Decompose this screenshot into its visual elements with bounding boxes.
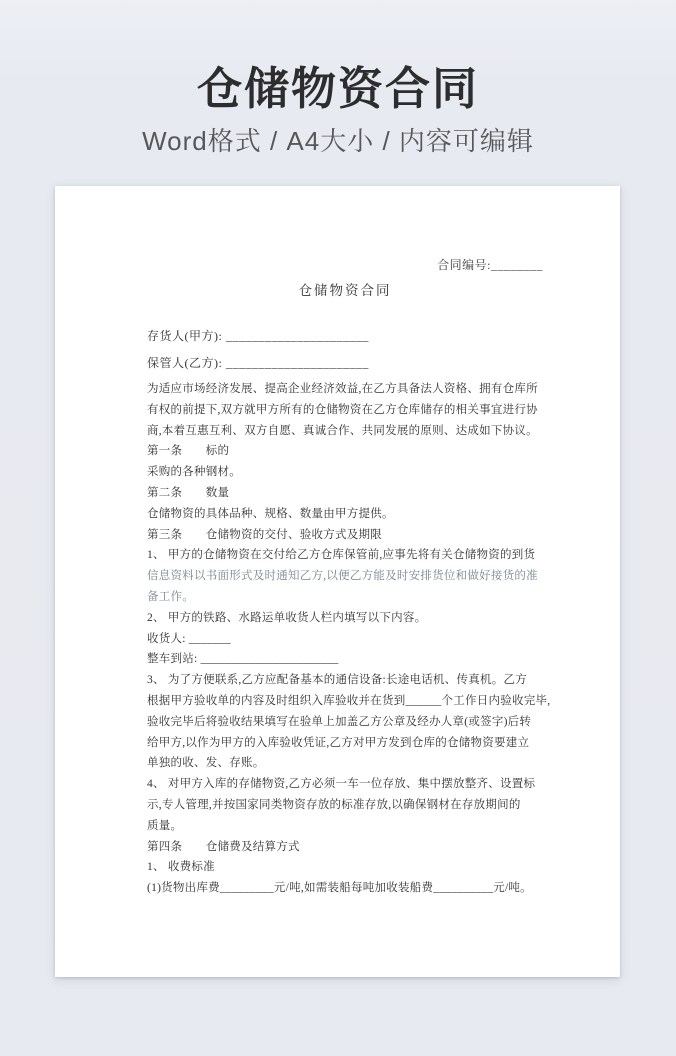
contract-body-line: 为适应市场经济发展、提高企业经济效益,在乙方具备法人资格、拥有仓库所 [147, 383, 538, 395]
contract-body-line: 有权的前提下,双方就甲方所有的仓储物资在乙方仓库储存的相关事宜进行协 [147, 403, 538, 416]
contract-body-line: 示,专人管理,并按国家同类物资存放的标准存放,以确保钢材在存放期间的 [147, 798, 521, 811]
contract-body-line: 备工作。 [147, 590, 194, 603]
contract-body [147, 379, 551, 899]
contract-body-line: 第四条 仓储费及结算方式 [147, 840, 300, 853]
contract-body-line: 3、 为了方便联系,乙方应配备基本的通信设备:长途电话机、传真机。乙方 [147, 674, 527, 687]
contract-body-line: 第一条 标的 [147, 445, 230, 458]
party-lines [147, 323, 543, 377]
contract-body-line: 验收完毕后将验收结果填写在验单上加盖乙方公章及经办人章(或签字)后转 [147, 715, 532, 728]
contract-body-line: 2、 甲方的铁路、水路运单收货人栏内填写以下内容。 [147, 611, 427, 624]
contract-body-line: 商,本着互惠互利、双方自愿、真诚合作、共同发展的原则、达成如下协议。 [147, 424, 538, 437]
contract-body-line: 根据甲方验收单的内容及时组织入库验收并在货到______个工作日内验收完毕, [147, 694, 551, 707]
contract-body-line: 整车到站: _______________________ [147, 653, 339, 666]
contract-body-line: (1)货物出库费_________元/吨,如需装船每吨加收装船费__________元/吨。 [147, 882, 532, 895]
contract-body-line: 给甲方,以作为甲方的入库验收凭证,乙方对甲方发到仓库的仓储物资要建立 [147, 736, 530, 749]
banner [0, 0, 676, 158]
contract-body-line: 1、 收费标准 [147, 861, 215, 874]
contract-body-line: 1、 甲方的仓储物资在交付给乙方仓库保管前,应事先将有关仓储物资的到货 [147, 549, 536, 562]
page-title: 仓储物资合同 [196, 63, 479, 114]
contract-body-line: 收货人: _______ [147, 632, 231, 645]
page-subtitle: Word格式 / A4大小 / 内容可编辑 [142, 125, 534, 156]
contract-body-line: 第二条 数量 [147, 486, 230, 499]
contract-body-line: 信息资料以书面形式及时通知乙方,以便乙方能及时安排货位和做好接货的准 [147, 570, 538, 583]
contract-body-line: 仓储物资的具体品种、规格、数量由甲方提供。 [147, 507, 394, 520]
party-line: 保管人(乙方): ______________________ [147, 356, 369, 370]
document-page [55, 186, 620, 977]
document-title: 仓储物资合同 [298, 283, 392, 298]
contract-body-line: 采购的各种钢材。 [147, 466, 241, 479]
contract-number-line: 合同编号:________ [437, 258, 543, 272]
contract-body-line: 质量。 [147, 819, 183, 832]
contract-body-line: 单独的收、发、存账。 [147, 757, 265, 770]
contract-body-line: 第三条 仓储物资的交付、验收方式及期限 [147, 528, 382, 541]
contract-body-line: 4、 对甲方入库的存储物资,乙方必须一车一位存放、集中摆放整齐、设置标 [147, 778, 536, 791]
party-line: 存货人(甲方): ______________________ [147, 329, 369, 343]
